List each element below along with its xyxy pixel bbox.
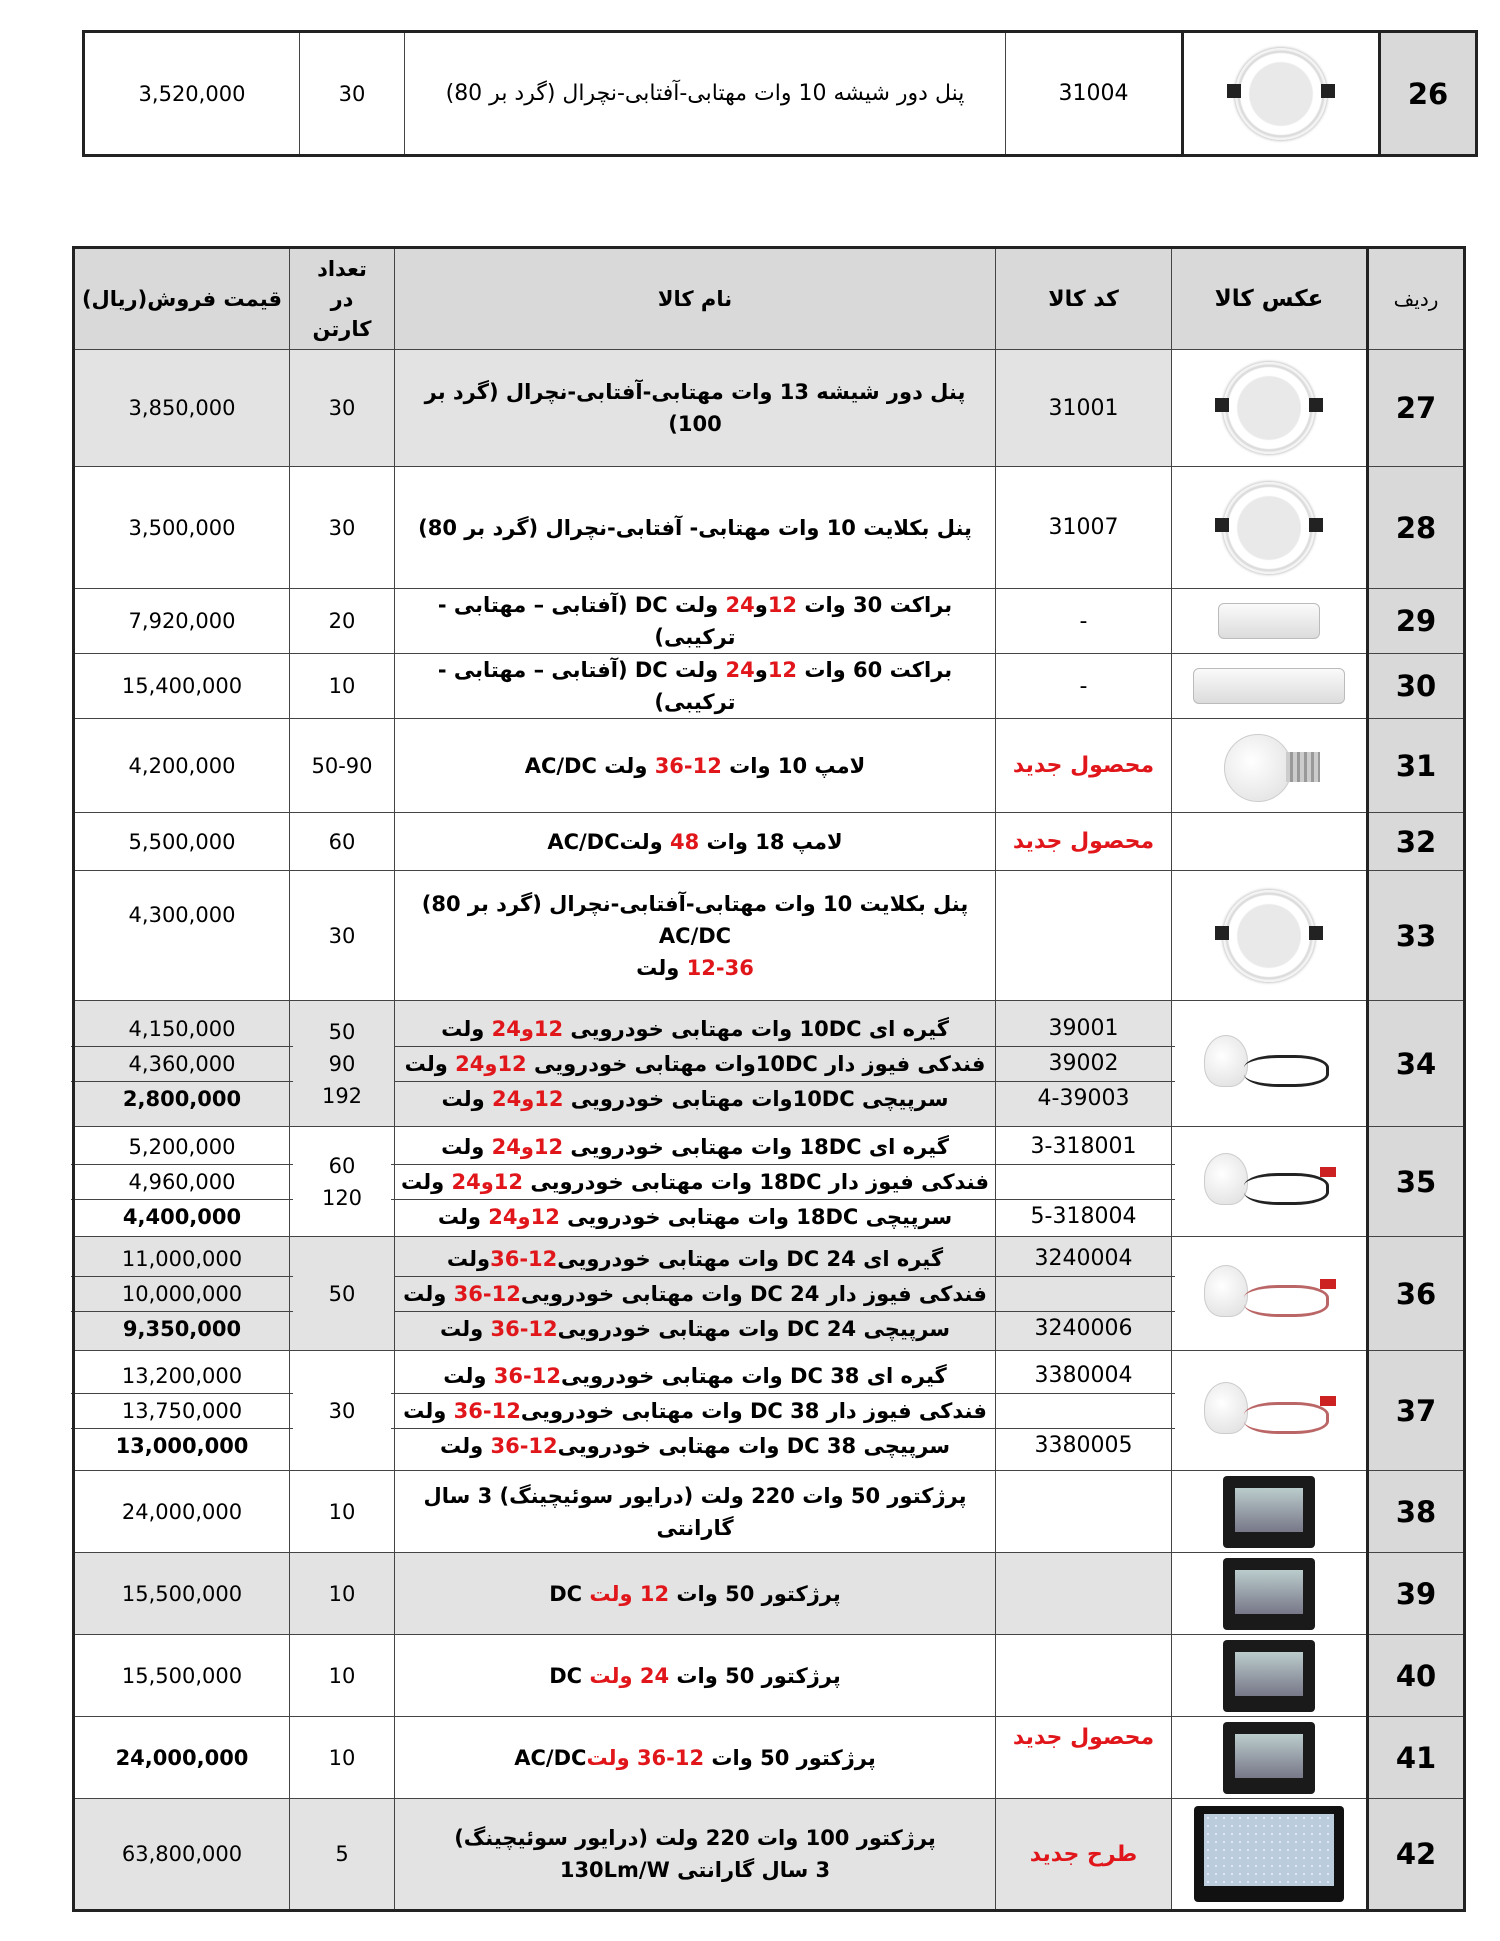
floodlight-icon: [1223, 1558, 1315, 1630]
product-code: [996, 1553, 1172, 1635]
product-name: پرژکتور 50 وات 12 ولت DC: [395, 1553, 996, 1635]
product-image-cell: [1172, 1471, 1368, 1553]
product-code: 3240004 3240006: [996, 1237, 1172, 1351]
panel-icon: [1209, 360, 1329, 456]
product-code: [996, 871, 1172, 1001]
panel-icon: [1209, 480, 1329, 576]
price-table: [72, 246, 1466, 1912]
row-number: 38: [1368, 1471, 1465, 1553]
product-image-cell: [1172, 589, 1368, 654]
product-image-cell: [1172, 1237, 1368, 1351]
price: 13,200,000 13,750,000 13,000,000: [74, 1351, 290, 1471]
carton-qty: 30: [290, 1351, 395, 1471]
price: 63,800,000: [74, 1799, 290, 1911]
panel-icon: [1221, 46, 1341, 142]
price: 4,300,000: [74, 871, 290, 1001]
price: 3,500,000: [74, 467, 290, 589]
carton-qty: 60 120: [290, 1127, 395, 1237]
new-product-badge: محصول جدید: [996, 813, 1172, 871]
product-name: لامپ 18 وات 48 ولتAC/DC: [395, 813, 996, 871]
bulb-icon: [1194, 726, 1344, 806]
table-row: [74, 871, 1465, 1001]
table-row: [74, 1471, 1465, 1553]
product-name: پنل دور شیشه 10 وات مهتابی-آفتابی-نچرال (گرد بر 80): [405, 32, 1006, 156]
price: 7,920,000: [74, 589, 290, 654]
product-name: پرژکتور 100 وات 220 ولت (درایور سوئیچینگ) 3 سال گارانتی 130Lm/W: [395, 1799, 996, 1911]
row-number: 35: [1368, 1127, 1465, 1237]
product-code: 31007: [996, 467, 1172, 589]
header-code: کد کالا: [996, 248, 1172, 350]
product-name: پرژکتور 50 وات 220 ولت (درایور سوئیچینگ) 3 سال گارانتی: [395, 1471, 996, 1553]
product-image-cell: [1172, 1001, 1368, 1127]
table-row: [74, 1351, 1465, 1471]
table-row: [74, 654, 1465, 719]
product-image-cell: [1172, 1127, 1368, 1237]
row-number: 41: [1368, 1717, 1465, 1799]
new-design-badge: طرح جدید: [996, 1799, 1172, 1911]
carton-qty: 30: [290, 871, 395, 1001]
car-bulb-icon: [1194, 1021, 1344, 1107]
product-image-cell: [1172, 350, 1368, 467]
row-number: 29: [1368, 589, 1465, 654]
car-bulb-icon: [1194, 1368, 1344, 1454]
carton-qty: 30: [300, 32, 405, 156]
product-name: گیره ای 10DC وات مهتابی خودرویی 12و24 ولت فندکی فیوز دار 10DCوات مهتابی خودرویی 12و24 ولت سرپیچی 10DCوات مهتابی خودرویی 12و24 ولت: [395, 1001, 996, 1127]
top-table: [82, 30, 1478, 157]
price: 15,500,000: [74, 1635, 290, 1717]
product-image-cell: [1172, 813, 1368, 871]
product-code: 3380004 3380005: [996, 1351, 1172, 1471]
row-number: 28: [1368, 467, 1465, 589]
table-row: [74, 1717, 1465, 1799]
row-number: 39: [1368, 1553, 1465, 1635]
product-code: -: [996, 654, 1172, 719]
product-name: پرژکتور 50 وات 24 ولت DC: [395, 1635, 996, 1717]
product-image-cell: [1172, 1799, 1368, 1911]
price: 11,000,000 10,000,000 9,350,000: [74, 1237, 290, 1351]
product-name: گیره ای 18DC وات مهتابی خودرویی 12و24 ولت فندکی فیوز دار 18DC وات مهتابی خودرویی 12و24 ولت سرپیچی 18DC وات مهتابی خودرویی 12و24 ولت: [395, 1127, 996, 1237]
product-image-cell: [1172, 719, 1368, 813]
table-row: [84, 32, 1477, 156]
price: 15,400,000: [74, 654, 290, 719]
table-header: [74, 248, 1465, 350]
product-name: گیره ای 24 DC وات مهتابی خودرویی12-36ولت فندکی فیوز دار 24 DC وات مهتابی خودرویی12-36 ولت سرپیچی 24 DC وات مهتابی خودرویی12-36 ولت: [395, 1237, 996, 1351]
product-code: 3-318001 5-318004: [996, 1127, 1172, 1237]
price: 3,520,000: [84, 32, 300, 156]
carton-qty: 30: [290, 467, 395, 589]
row-number: 30: [1368, 654, 1465, 719]
carton-qty: 5: [290, 1799, 395, 1911]
product-code: -: [996, 589, 1172, 654]
header-image: عکس کالا: [1172, 248, 1368, 350]
carton-qty: 20: [290, 589, 395, 654]
carton-qty: 50-90: [290, 719, 395, 813]
floodlight-icon: [1223, 1722, 1315, 1794]
row-number: 40: [1368, 1635, 1465, 1717]
table-row: [74, 350, 1465, 467]
product-image-cell: [1172, 654, 1368, 719]
tube-icon: [1193, 668, 1345, 704]
floodlight-icon: [1223, 1476, 1315, 1548]
panel-icon: [1209, 888, 1329, 984]
row-number: 36: [1368, 1237, 1465, 1351]
product-name: گیره ای 38 DC وات مهتابی خودرویی12-36 ولت فندکی فیوز دار 38 DC وات مهتابی خودرویی12-36 ولت سرپیچی 38 DC وات مهتابی خودرویی12-36 ولت: [395, 1351, 996, 1471]
price: 24,000,000: [74, 1717, 290, 1799]
product-name: براکت 60 وات 12و24 ولت DC (آفتابی – مهتابی - ترکیبی): [395, 654, 996, 719]
product-code: [996, 1471, 1172, 1553]
row-number: 32: [1368, 813, 1465, 871]
product-code: 31001: [996, 350, 1172, 467]
carton-qty: 50 90 192: [290, 1001, 395, 1127]
row-number: 31: [1368, 719, 1465, 813]
product-image-cell: [1183, 32, 1380, 156]
carton-qty: 10: [290, 1553, 395, 1635]
product-name: براکت 30 وات 12و24 ولت DC (آفتابی – مهتابی - ترکیبی): [395, 589, 996, 654]
carton-qty: 50: [290, 1237, 395, 1351]
row-number: 42: [1368, 1799, 1465, 1911]
car-bulb-icon: [1194, 1251, 1344, 1337]
floodlight-icon: [1223, 1640, 1315, 1712]
product-name: پرژکتور 50 وات 12-36 ولتAC/DC: [395, 1717, 996, 1799]
price: 4,200,000: [74, 719, 290, 813]
table-row: [74, 589, 1465, 654]
carton-qty: 10: [290, 1635, 395, 1717]
product-image-cell: [1172, 1553, 1368, 1635]
product-code: [996, 1635, 1172, 1717]
row-number: 37: [1368, 1351, 1465, 1471]
product-image-cell: [1172, 1635, 1368, 1717]
product-image-cell: [1172, 1717, 1368, 1799]
table-row: [74, 813, 1465, 871]
price: 5,500,000: [74, 813, 290, 871]
product-image-cell: [1172, 1351, 1368, 1471]
product-name: لامپ 10 وات 12-36 ولت AC/DC: [395, 719, 996, 813]
table-row: [74, 719, 1465, 813]
product-image-cell: [1172, 871, 1368, 1001]
tube-icon: [1218, 603, 1320, 639]
product-code: 39001 39002 4-39003: [996, 1001, 1172, 1127]
row-number: 33: [1368, 871, 1465, 1001]
product-name: پنل بکلایت 10 وات مهتابی- آفتابی-نچرال (گرد بر 80): [395, 467, 996, 589]
product-name: پنل بکلایت 10 وات مهتابی-آفتابی-نچرال (گرد بر 80) AC/DC 12-36 ولت: [395, 871, 996, 1001]
header-name: نام کالا: [395, 248, 996, 350]
table-row: [74, 1001, 1465, 1127]
header-row: ردیف: [1368, 248, 1465, 350]
carton-qty: 60: [290, 813, 395, 871]
header-price: قیمت فروش(ریال): [74, 248, 290, 350]
price: 24,000,000: [74, 1471, 290, 1553]
price: 5,200,000 4,960,000 4,400,000: [74, 1127, 290, 1237]
new-product-badge: محصول جدید: [996, 719, 1172, 813]
product-name: پنل دور شیشه 13 وات مهتابی-آفتابی-نچرال (گرد بر 100): [395, 350, 996, 467]
carton-qty: 10: [290, 1717, 395, 1799]
table-row: [74, 1553, 1465, 1635]
carton-qty: 10: [290, 654, 395, 719]
carton-qty: 30: [290, 350, 395, 467]
row-number: 34: [1368, 1001, 1465, 1127]
table-row: [74, 1237, 1465, 1351]
carton-qty: 10: [290, 1471, 395, 1553]
new-product-badge: محصول جدید: [996, 1717, 1172, 1799]
price: 3,850,000: [74, 350, 290, 467]
floodlight-icon: [1194, 1806, 1344, 1902]
table-row: [74, 467, 1465, 589]
price: 4,150,000 4,360,000 2,800,000: [74, 1001, 290, 1127]
car-bulb-icon: [1194, 1139, 1344, 1225]
price: 15,500,000: [74, 1553, 290, 1635]
row-number: 27: [1368, 350, 1465, 467]
row-number: 26: [1380, 32, 1477, 156]
header-qty: تعداد در کارتن: [290, 248, 395, 350]
product-image-cell: [1172, 467, 1368, 589]
table-row: [74, 1635, 1465, 1717]
table-row: [74, 1127, 1465, 1237]
product-code: 31004: [1006, 32, 1183, 156]
table-row: [74, 1799, 1465, 1911]
